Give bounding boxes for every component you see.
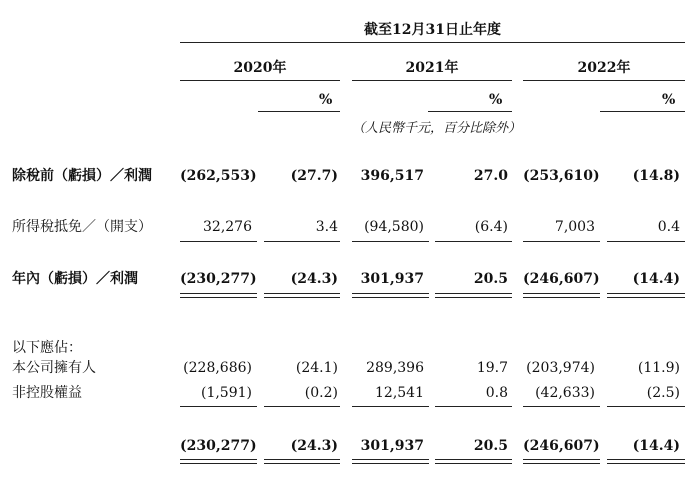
currency-note: （人民幣千元，百分比除外）: [352, 121, 522, 136]
cell: (230,277): [180, 438, 257, 454]
year-rule-2021: [352, 80, 512, 81]
subtotal-rule: [435, 406, 512, 407]
cell: 20.5: [473, 438, 508, 454]
pct-header-2022: %: [662, 92, 676, 108]
cell: (203,974): [526, 360, 595, 376]
cell: (27.7): [290, 168, 338, 184]
cell: (94,580): [364, 219, 424, 235]
total-double-rule: [264, 459, 340, 464]
cell: 19.7: [476, 360, 508, 376]
row-label-owners: 本公司擁有人: [12, 360, 96, 376]
cell: 32,276: [203, 219, 252, 235]
pct-header-2020: %: [319, 92, 333, 108]
cell: 301,937: [360, 438, 424, 454]
pct-header-2021: %: [489, 92, 503, 108]
cell: (246,607): [523, 438, 600, 454]
cell: 0.4: [657, 219, 680, 235]
total-double-rule: [607, 459, 685, 464]
cell: 396,517: [360, 168, 424, 184]
subtotal-rule: [352, 241, 429, 242]
total-double-rule: [435, 293, 512, 298]
cell: 0.8: [485, 385, 508, 401]
row-label-nci: 非控股權益: [12, 385, 82, 401]
cell: (14.4): [632, 271, 680, 287]
total-double-rule: [435, 459, 512, 464]
subtotal-rule: [435, 241, 512, 242]
year-2022: 2022年: [577, 60, 631, 76]
cell: 3.4: [315, 219, 338, 235]
cell: (230,277): [180, 271, 257, 287]
period-header: 截至12月31日止年度: [364, 22, 501, 38]
total-double-rule: [180, 459, 257, 464]
pct-rule-2020: [258, 111, 340, 112]
subtotal-rule: [180, 241, 257, 242]
cell: (1,591): [200, 385, 252, 401]
cell: (24.3): [290, 438, 338, 454]
subtotal-rule: [523, 406, 600, 407]
total-double-rule: [180, 293, 257, 298]
row-label-pretax: 除稅前（虧損）／利潤: [12, 168, 152, 184]
subtotal-rule: [523, 241, 600, 242]
cell: 12,541: [375, 385, 424, 401]
cell: (11.9): [637, 360, 680, 376]
row-label-year-result: 年內（虧損）／利潤: [12, 271, 138, 287]
row-label-tax: 所得稅抵免／（開支）: [12, 219, 152, 235]
cell: (42,633): [535, 385, 595, 401]
cell: (24.3): [290, 271, 338, 287]
subtotal-rule: [264, 241, 340, 242]
cell: 301,937: [360, 271, 424, 287]
cell: (262,553): [180, 168, 257, 184]
pct-rule-2021: [428, 111, 512, 112]
cell: (246,607): [523, 271, 600, 287]
attributable-heading: 以下應佔：: [12, 340, 82, 356]
total-double-rule: [607, 293, 685, 298]
cell: (228,686): [183, 360, 252, 376]
year-2020: 2020年: [233, 60, 287, 76]
cell: (24.1): [295, 360, 338, 376]
cell: 7,003: [554, 219, 595, 235]
total-double-rule: [264, 293, 340, 298]
pct-rule-2022: [600, 111, 685, 112]
subtotal-rule: [352, 406, 429, 407]
cell: (14.4): [632, 438, 680, 454]
total-double-rule: [523, 459, 600, 464]
subtotal-rule: [264, 406, 340, 407]
subtotal-rule: [607, 241, 685, 242]
cell: (2.5): [646, 385, 680, 401]
cell: (253,610): [523, 168, 600, 184]
total-double-rule: [352, 459, 429, 464]
total-double-rule: [352, 293, 429, 298]
subtotal-rule: [607, 406, 685, 407]
cell: 27.0: [473, 168, 508, 184]
cell: (14.8): [632, 168, 680, 184]
header-rule: [180, 42, 685, 43]
total-double-rule: [523, 293, 600, 298]
cell: 289,396: [366, 360, 424, 376]
cell: (6.4): [474, 219, 508, 235]
cell: 20.5: [473, 271, 508, 287]
year-rule-2022: [523, 80, 685, 81]
year-2021: 2021年: [405, 60, 459, 76]
year-rule-2020: [180, 80, 340, 81]
cell: (0.2): [304, 385, 338, 401]
subtotal-rule: [180, 406, 257, 407]
